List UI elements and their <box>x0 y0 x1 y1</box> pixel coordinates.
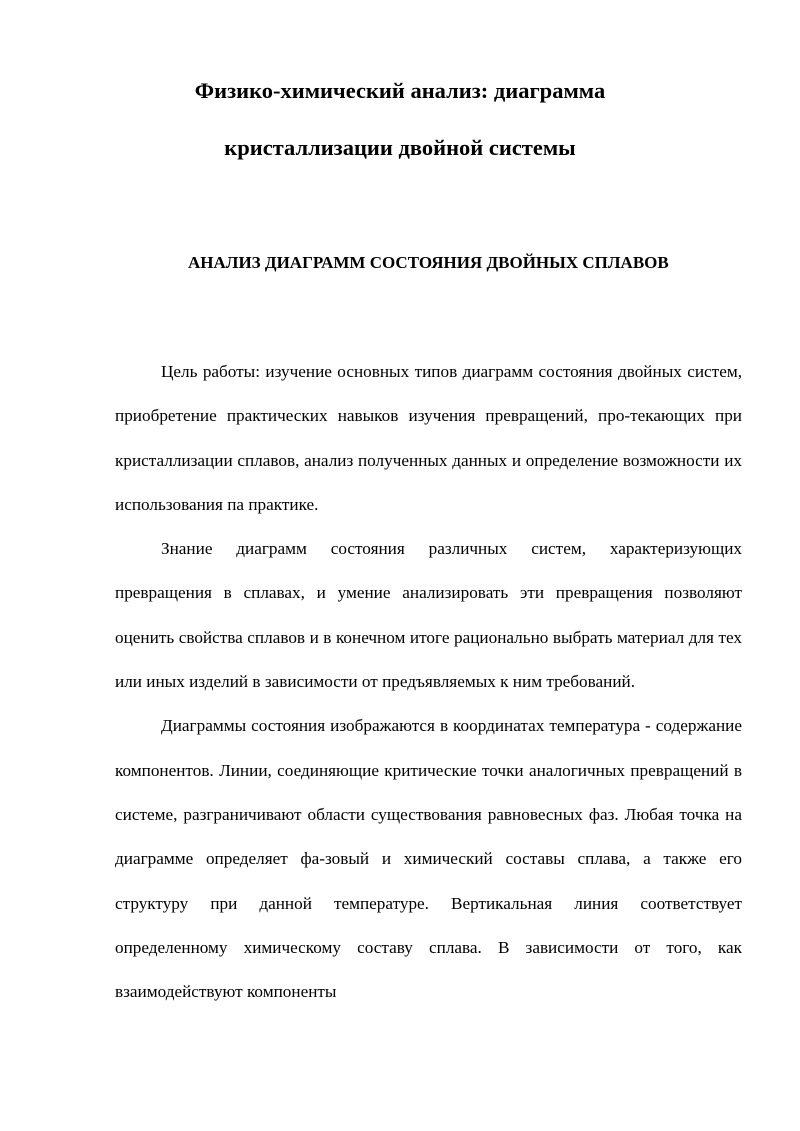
document-title-line-2: кристаллизации двойной системы <box>224 135 576 160</box>
paragraph-knowledge: Знание диаграмм состояния различных систем, характеризующих превращения в сплавах, и умение анализировать эти превращения позволяют оценить свойства сплавов и в конечном итоге рационально выбрать материал для тех или иных изделий в зависимости от предъявляемых к ним требований. <box>115 539 742 692</box>
section-heading: АНАЛИЗ ДИАГРАММ СОСТОЯНИЯ ДВОЙНЫХ СПЛАВОВ <box>188 253 669 272</box>
document-title-line-1: Физико-химический анализ: диаграмма <box>194 78 606 103</box>
document-body <box>115 350 742 1014</box>
paragraph-diagrams: Диаграммы состояния изображаются в координатах температура - содержание компонентов. Линии, соединяющие критические точки аналогичных превращений в системе, разграничивают области существования равновесных фаз. Любая точка на диаграмме определяет фа-зовый и химический составы сплава, а также его структуру при данной температуре. Вертикальная линия соответствует определенному химическому составу сплава. В зависимости от того, как взаимодействуют компоненты <box>115 716 742 1002</box>
paragraph-goal: Цель работы: изучение основных типов диаграмм состояния двойных систем, приобретение практических навыков изучения превращений, про-текающих при кристаллизации сплавов, анализ полученных данных и определение возможности их использования па практике. <box>115 362 742 514</box>
